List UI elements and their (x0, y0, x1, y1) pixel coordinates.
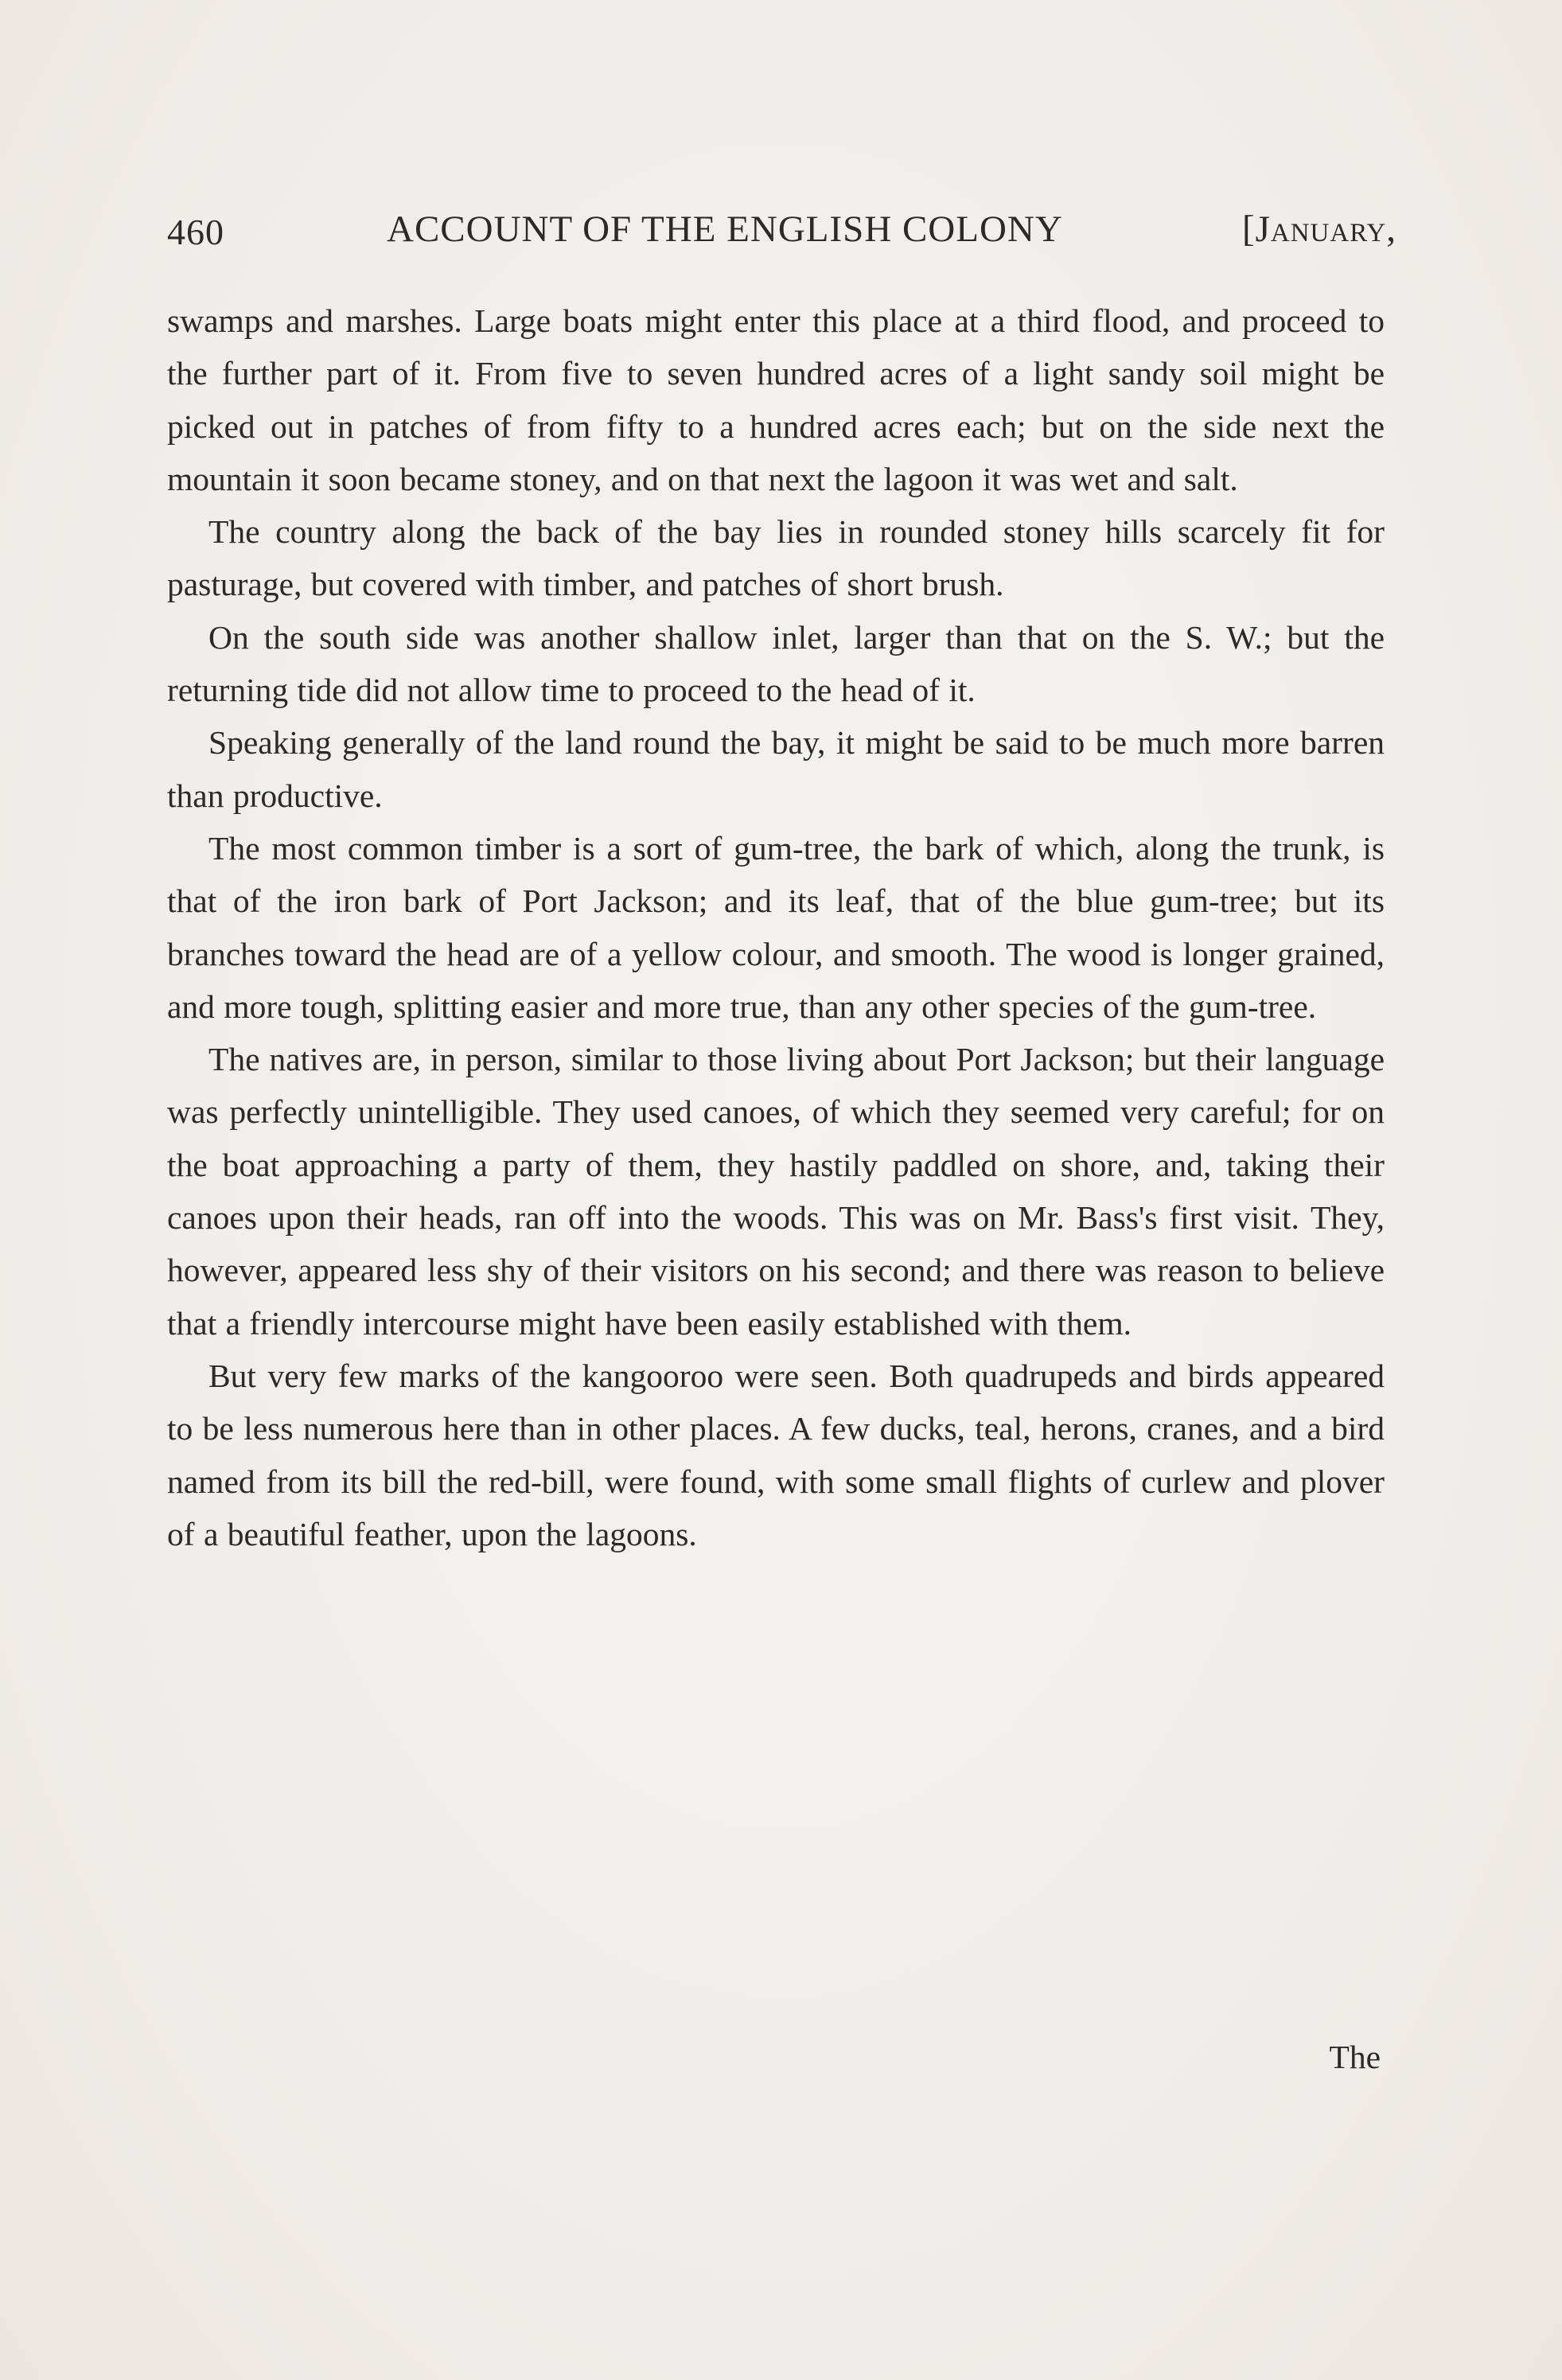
body-text (167, 294, 1385, 1560)
paragraph-natives: The natives are, in person, similar to those living about Port Jackson; but their language was perfectly unintelligible. They used canoes, of which they seemed very careful; for on the boat approaching a party of them, they hastily paddled on shore, and, taking their canoes upon their heads, ran off into the woods. This was on Mr. Bass's first visit. They, however, appeared less shy of their visitors on his second; and there was reason to believe that a friendly intercourse might have been easily established with them. (167, 1041, 1385, 1342)
running-date: [January, (1241, 208, 1396, 250)
paragraph-country: The country along the back of the bay lies in rounded stoney hills scarcely fit for pasturage, but covered with timber, and patches of short brush. (167, 513, 1385, 603)
paragraph-south-side: On the south side was another shallow inlet, larger than that on the S. W.; but the returning tide did not allow time to proceed to the head of it. (167, 618, 1385, 709)
paragraph-swamps: swamps and marshes. Large boats might enter this place at a third flood, and proceed to the further part of it. From five to seven hundred acres of a light sandy soil might be picked out in patches of from fifty to a hundred acres each; but on the side next the mountain it soon became stoney, and on that next the lagoon it was wet and salt. (167, 302, 1385, 497)
paragraph-speaking-generally: Speaking generally of the land round the bay, it might be said to be much more barren than productive. (167, 724, 1385, 814)
running-title: ACCOUNT OF THE ENGLISH COLONY (387, 208, 1063, 250)
catchword: The (1329, 2039, 1381, 2075)
paragraph-timber: The most common timber is a sort of gum-tree, the bark of which, along the trunk, is that of the iron bark of Port Jackson; and its leaf, that of the blue gum-tree; but its branches toward the head are of a yellow colour, and smooth. The wood is longer grained, and more tough, splitting easier and more true, than any other species of the gum-tree. (167, 829, 1385, 1025)
paragraph-kangooroo: But very few marks of the kangooroo were seen. Both quadrupeds and birds appeared to be less numerous here than in other places. A few ducks, teal, herons, cranes, and a bird named from its bill the red-bill, were found, with some small flights of curlew and plover of a beautiful feather, upon the lagoons. (167, 1357, 1385, 1552)
page-header (167, 204, 1396, 255)
page-number: 460 (167, 212, 224, 252)
